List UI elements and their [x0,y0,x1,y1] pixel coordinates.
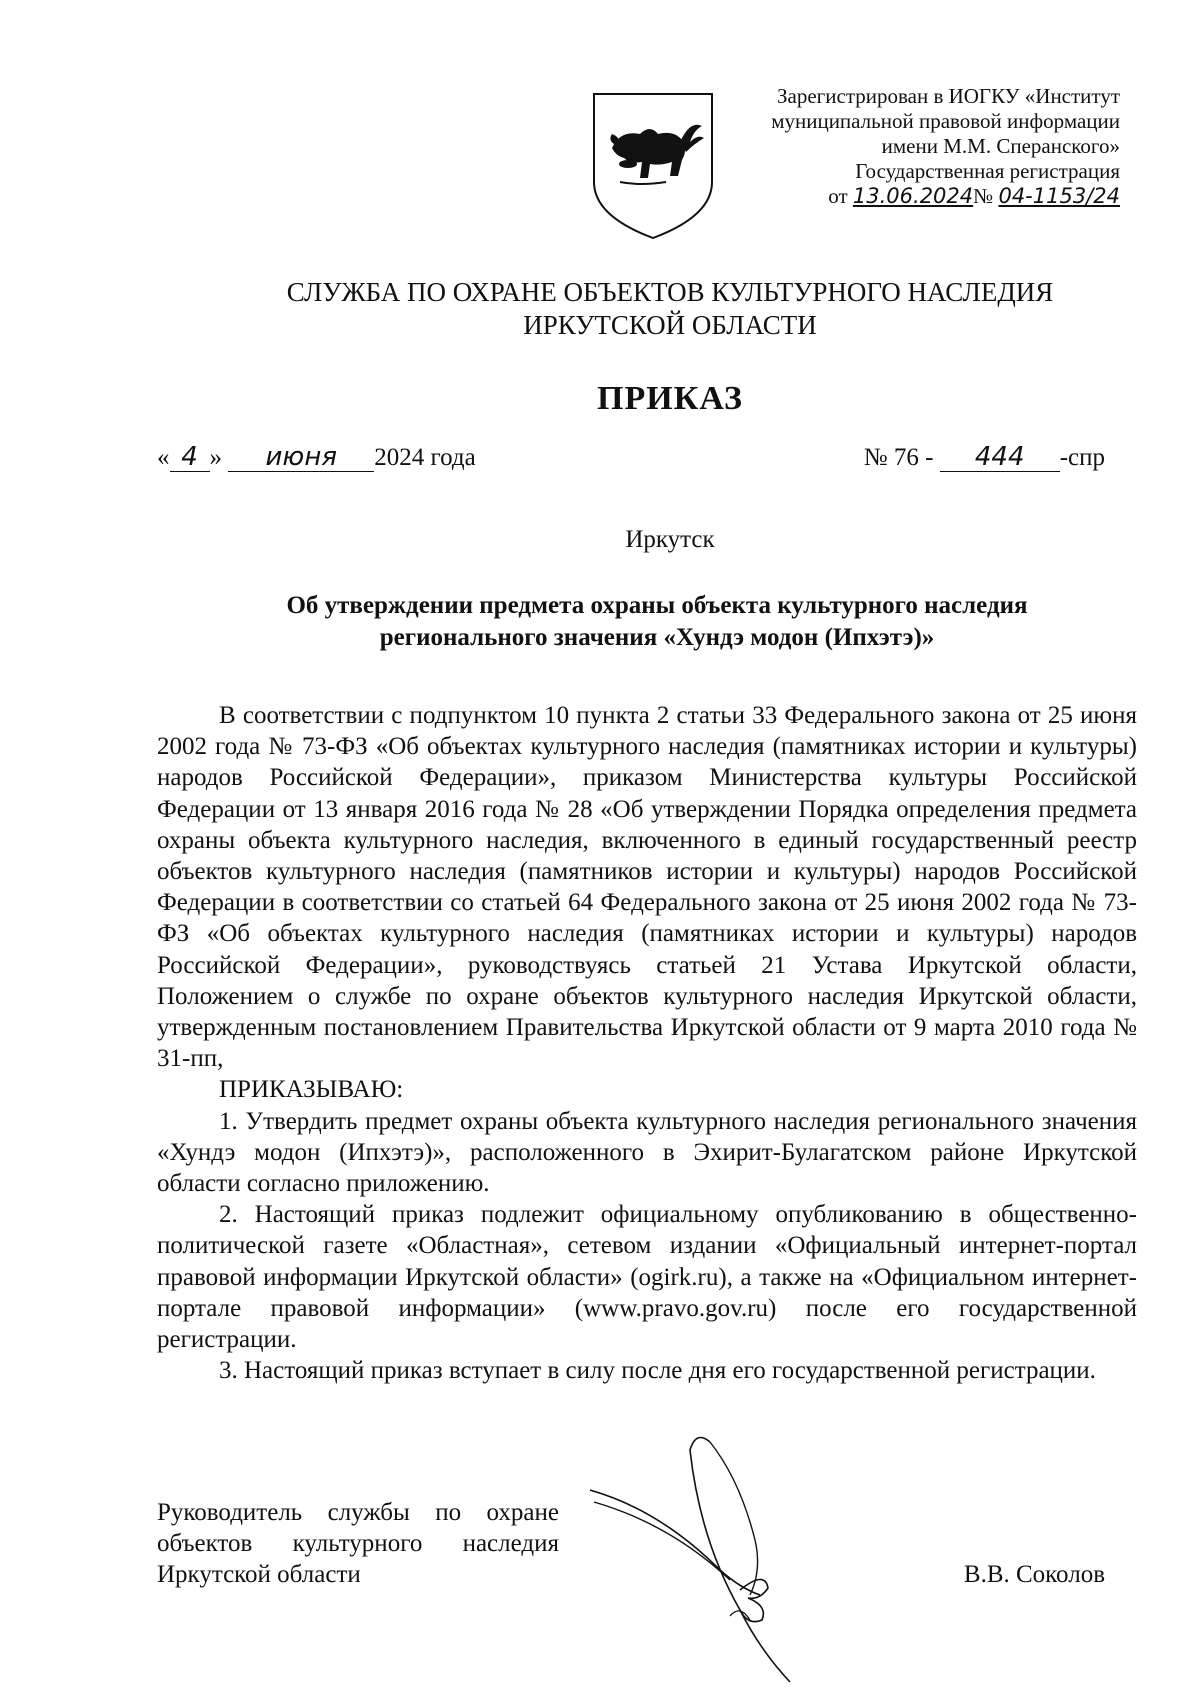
order-subject [157,590,1157,654]
registration-line: муниципальной правовой информации [771,109,1120,133]
order-body [157,700,1137,1386]
order-item: 2. Настоящий приказ подлежит официальному опубликованию в общественно-политической газете «Областная», сетевом издании «Официальный интернет-портал правовой информации Иркутской области» (ogirk.ru), а также на «Официальном интернет-портале правовой информации» (www.pravo.gov.ru) после его государственной регистрации. [157,1201,1137,1354]
handwritten-signature [590,1420,880,1690]
order-number-value: 444 [974,442,1025,472]
agency-name-line: СЛУЖБА ПО ОХРАНЕ ОБЪЕКТОВ КУЛЬТУРНОГО НАСЛЕДИЯ [286,277,1054,307]
order-date [157,442,476,474]
order-number-suffix: -спр [1059,444,1105,471]
preamble-paragraph: В соответствии с подпунктом 10 пункта 2 статьи 33 Федерального закона от 25 июня 2002 года № 73-ФЗ «Об объектах культурного наследия (памятниках истории и культуры) народов Российской Федерации», приказом Министерства культуры Российской Федерации от 13 января 2016 года № 28 «Об утверждении Порядка определения предмета охраны объекта культурного наследия, включенного в единый государственный реестр объектов культурного наследия (памятников истории и культуры) народов Российской Федерации в соответствии со статьей 64 Федерального закона от 25 июня 2002 года № 73-ФЗ «Об объектах культурного наследия (памятниках истории и культуры) народов Российской Федерации», руководствуясь статьей 21 Устава Иркутской области, Положением о службе по охране объектов культурного наследия Иркутской области, утвержденным постановлением Правительства Иркутской области от 9 марта 2010 года № 31-пп, [157,702,1137,1073]
order-subject-line: регионального значения «Хундэ модон (Ипхэтэ)» [379,624,935,651]
quote-close: » [209,444,222,471]
registration-date-number [680,184,1120,209]
order-number [864,442,1105,474]
city-name: Иркутск [625,526,715,553]
registration-line: Зарегистрирован в ИОГКУ «Институт [776,84,1120,108]
order-month: июня [265,442,337,472]
order-subject-line: Об утверждении предмета охраны объекта культурного наследия [286,592,1028,619]
order-day-field [170,444,210,472]
order-number-field [940,444,1060,472]
order-day: 4 [181,442,198,472]
agency-name-line: ИРКУТСКОЙ ОБЛАСТИ [523,310,817,340]
order-directive: ПРИКАЗЫВАЮ: [219,1076,404,1104]
registration-line: Государственная регистрация [855,159,1120,183]
order-number-prefix: № 76 - [863,444,934,471]
registration-number-sign: № [973,184,994,208]
registration-line: имени М.М. Сперанского» [881,134,1120,158]
order-item: 3. Настоящий приказ вступает в силу после дня его государственной регистрации. [219,1357,1096,1385]
order-item: 1. Утвердить предмет охраны объекта культурного наследия регионального значения «Хундэ модон (Ипхэтэ)», расположенного в Эхирит-Булагатском районе Иркутской области согласно приложению. [157,1107,1137,1198]
signatory-position: Руководитель службы по охране объектов культурного наследия Иркутской области [157,1499,559,1588]
registration-from-label: от [828,184,848,208]
order-year: 2024 года [374,444,476,471]
registration-date: 13.06.2024 [852,184,974,208]
registration-stamp [680,84,1120,209]
agency-name [130,276,1200,342]
registration-number: 04-1153/24 [998,184,1120,208]
signatory-name: В.В. Соколов [963,1561,1105,1588]
document-title: ПРИКАЗ [597,380,743,417]
order-month-field [228,444,374,472]
quote-open: « [157,444,170,471]
